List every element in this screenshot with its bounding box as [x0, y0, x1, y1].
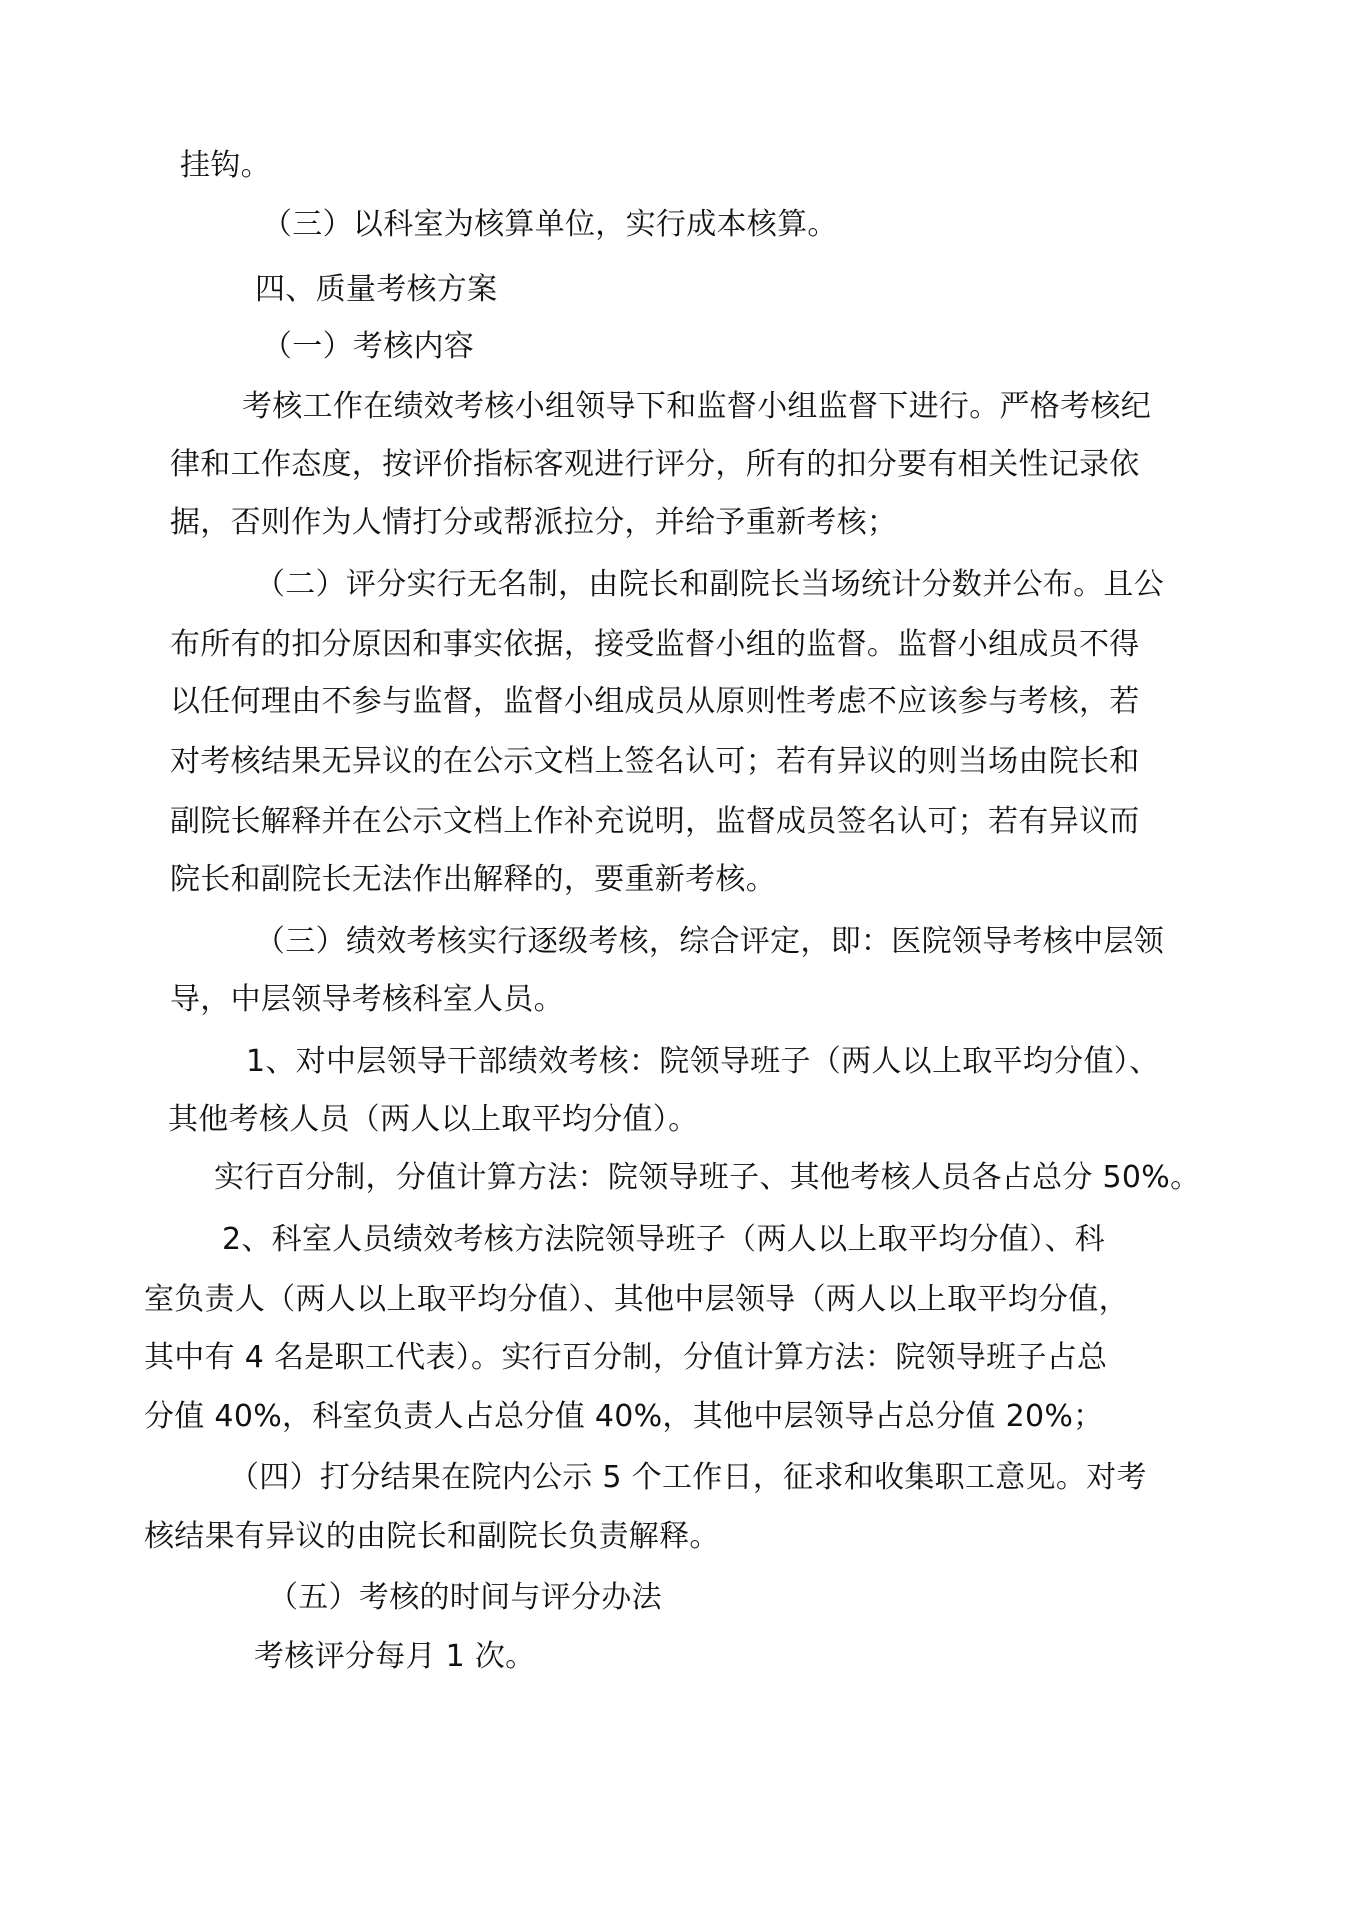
text-line: 据，否则作为人情打分或帮派拉分，并给予重新考核； [170, 505, 898, 540]
text-line: （三）绩效考核实行逐级考核，综合评定，即：医院领导考核中层领 [255, 924, 1164, 959]
text-line: 副院长解释并在公示文档上作补充说明，监督成员签名认可；若有异议而 [170, 804, 1140, 839]
text-line: （四）打分结果在院内公示 5 个工作日，征求和收集职工意见。对考 [229, 1460, 1147, 1495]
text-line: 其他考核人员（两人以上取平均分值）。 [168, 1102, 699, 1137]
subsection-heading: （一）考核内容 [262, 329, 475, 364]
text-line: 对考核结果无异议的在公示文档上签名认可；若有异议的则当场由院长和 [170, 744, 1140, 779]
text-line: 2、科室人员绩效考核方法院领导班子（两人以上取平均分值）、科 [222, 1222, 1106, 1257]
text-line: 其中有 4 名是职工代表）。实行百分制，分值计算方法：院领导班子占总 [144, 1340, 1108, 1375]
section-heading: 四、质量考核方案 [255, 272, 498, 307]
text-line: 分值 40%，科室负责人占总分值 40%，其他中层领导占总分值 20%； [144, 1399, 1104, 1434]
text-line: 实行百分制，分值计算方法：院领导班子、其他考核人员各占总分 50%。 [214, 1160, 1201, 1195]
text-line: 布所有的扣分原因和事实依据，接受监督小组的监督。监督小组成员不得 [170, 627, 1140, 662]
text-line: 院长和副院长无法作出解释的，要重新考核。 [170, 862, 776, 897]
text-line: 1、对中层领导干部绩效考核：院领导班子（两人以上取平均分值）、 [246, 1044, 1160, 1079]
text-line: 律和工作态度，按评价指标客观进行评分，所有的扣分要有相关性记录依 [170, 447, 1140, 482]
text-line: 考核评分每月 1 次。 [254, 1639, 536, 1674]
text-line: 挂钩。 [180, 148, 271, 183]
subsection-heading: （五）考核的时间与评分办法 [268, 1580, 662, 1615]
text-line: （二）评分实行无名制，由院长和副院长当场统计分数并公布。且公 [255, 567, 1164, 602]
text-line: （三）以科室为核算单位，实行成本核算。 [262, 207, 838, 242]
text-line: 考核工作在绩效考核小组领导下和监督小组监督下进行。严格考核纪 [242, 389, 1151, 424]
text-line: 核结果有异议的由院长和副院长负责解释。 [144, 1519, 720, 1554]
text-line: 以任何理由不参与监督，监督小组成员从原则性考虑不应该参与考核，若 [170, 684, 1140, 719]
text-line: 室负责人（两人以上取平均分值）、其他中层领导（两人以上取平均分值， [144, 1282, 1129, 1317]
text-line: 导，中层领导考核科室人员。 [170, 982, 564, 1017]
